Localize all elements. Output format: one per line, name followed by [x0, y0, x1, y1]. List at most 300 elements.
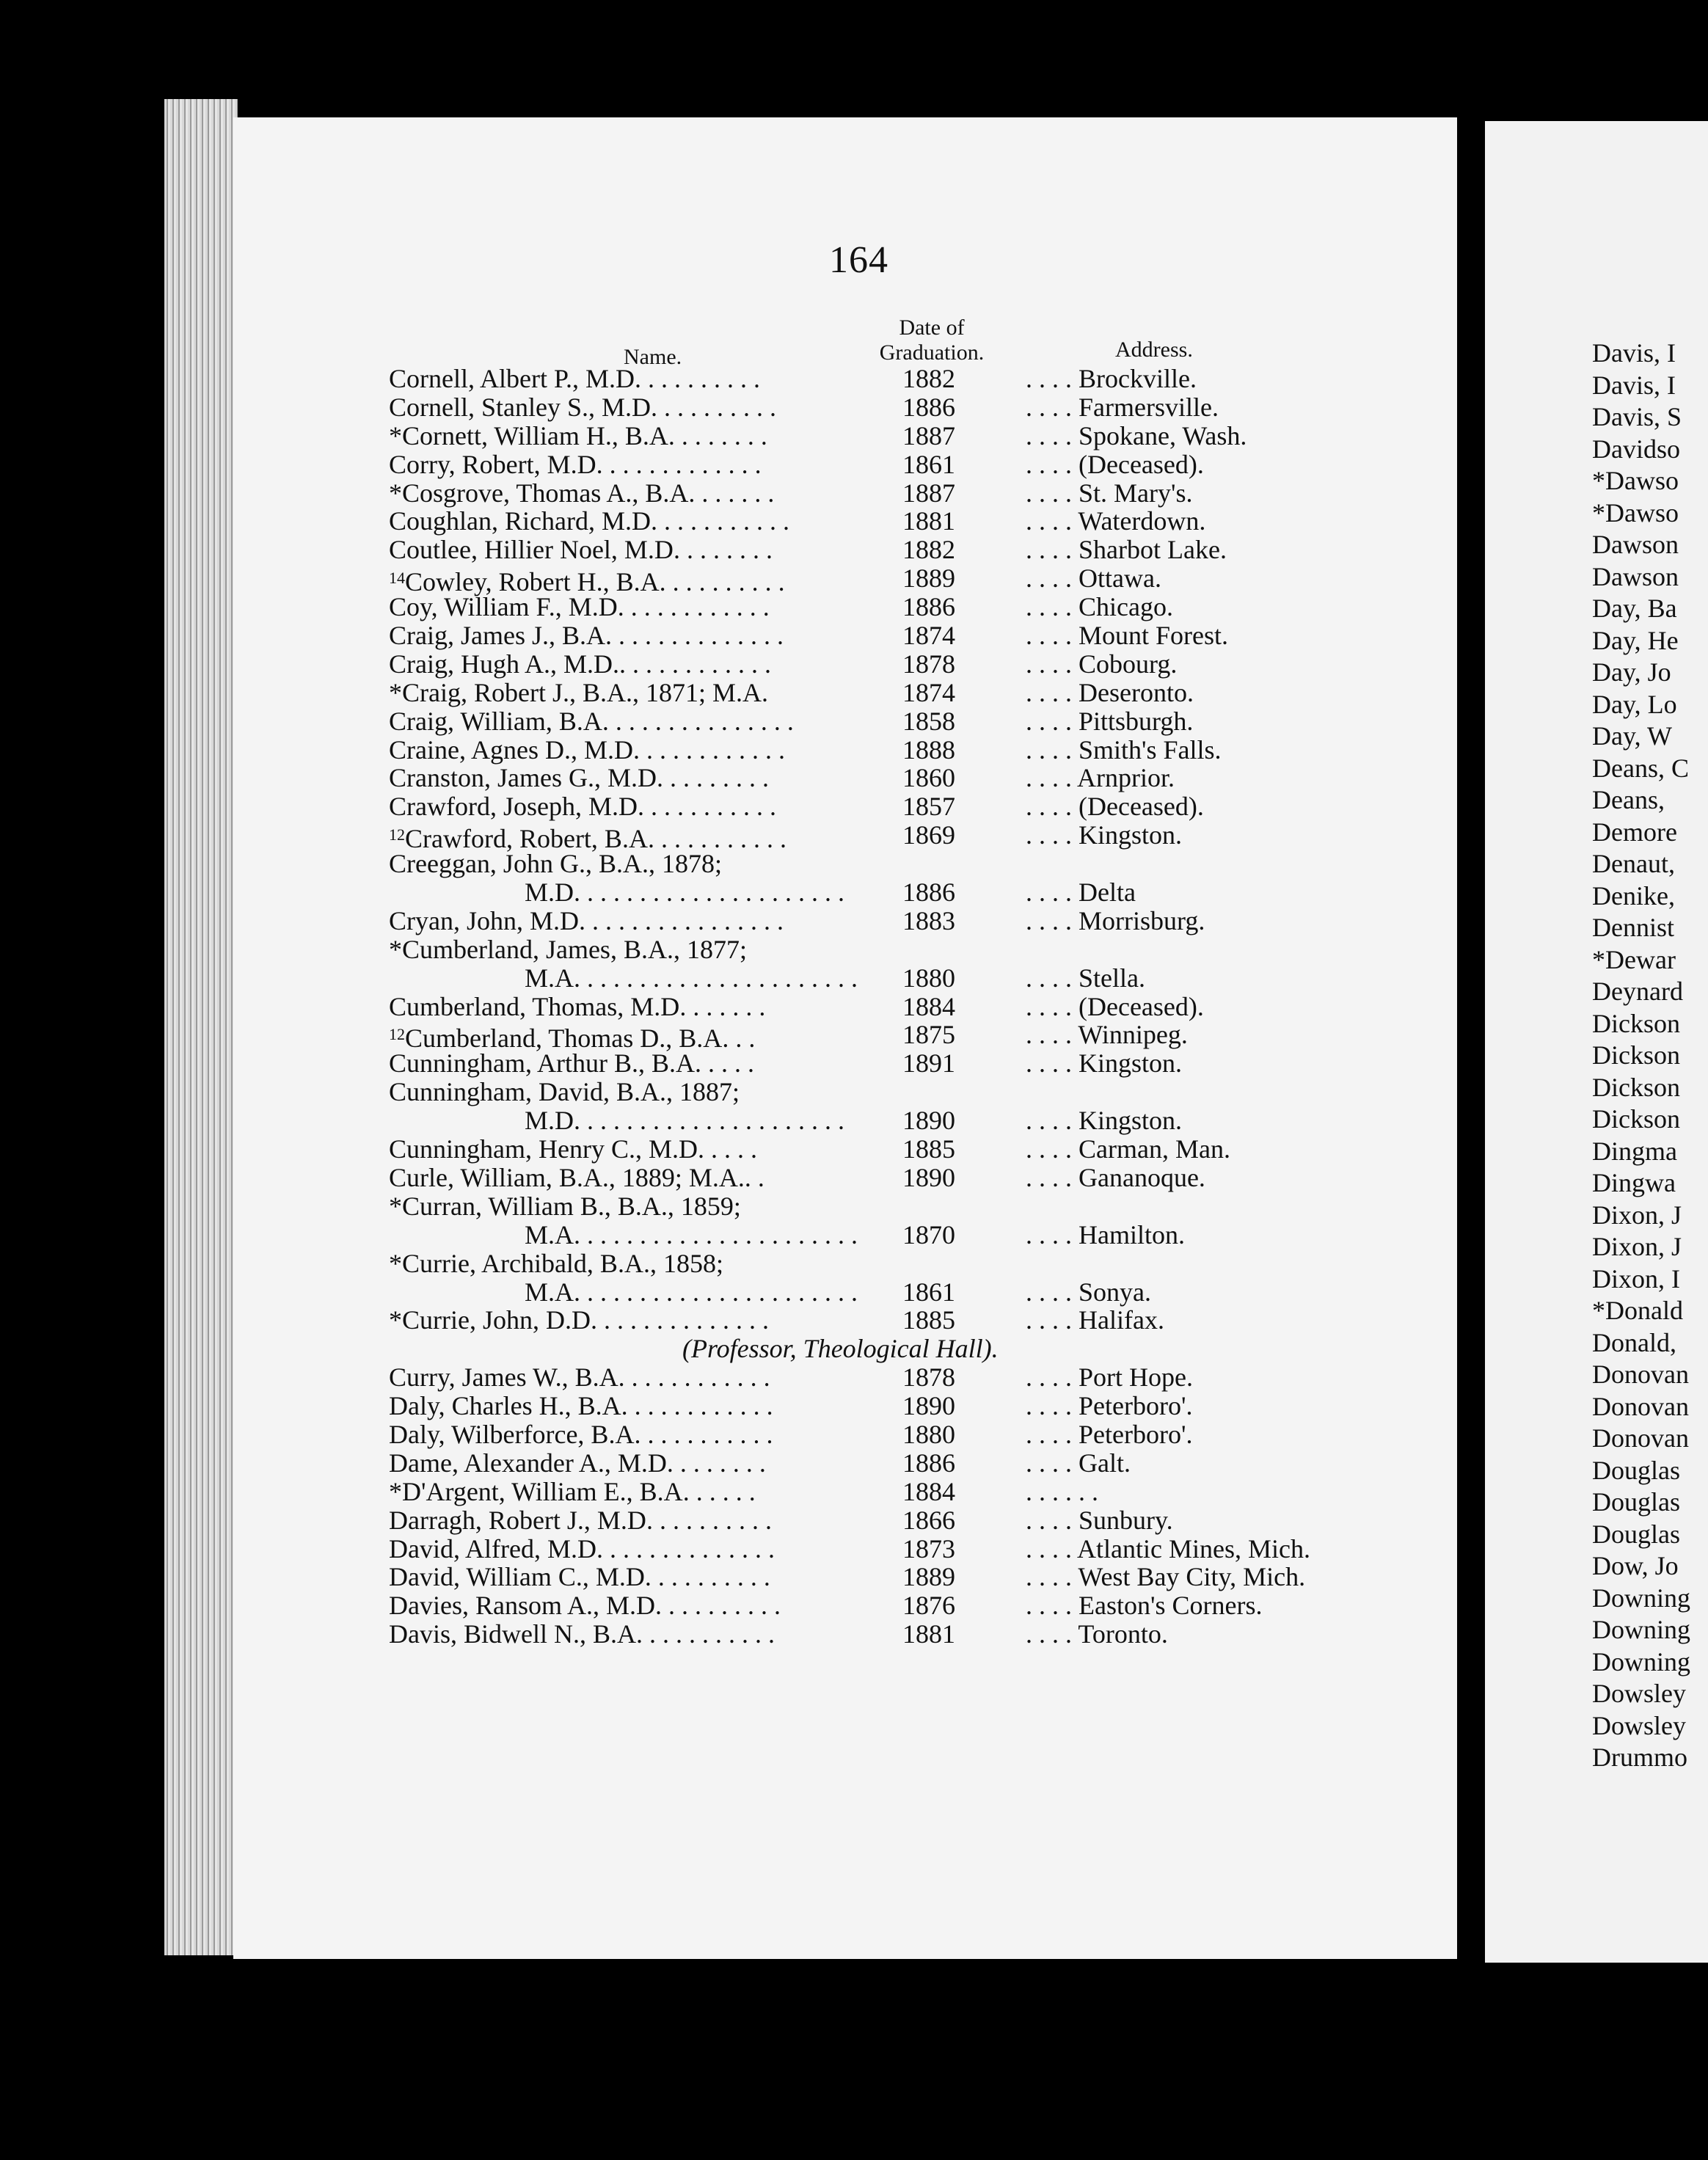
entry-leader-dots: . . . . . — [697, 1134, 757, 1164]
entry-name — [389, 1278, 858, 1307]
entry-name — [389, 621, 784, 650]
entry-year: 1890 — [902, 1391, 955, 1421]
graduate-entry — [389, 964, 1460, 993]
entry-name-text: *Currie, Archibald, B.A., 1858; — [389, 1248, 723, 1278]
entry-year: 1880 — [902, 1419, 955, 1449]
column-header-address: Address. — [1115, 338, 1193, 362]
right-page-entry: *Dawso — [1592, 466, 1679, 495]
entry-address: . . . . Peterboro'. — [1026, 1391, 1193, 1421]
graduate-entry — [389, 1335, 1460, 1363]
right-page-entry: Dow, Jo — [1592, 1551, 1679, 1580]
right-page-entry: Dowsley — [1592, 1710, 1686, 1740]
entry-name — [389, 1049, 754, 1078]
column-header-date-line2: Graduation. — [879, 340, 985, 365]
entry-address: . . . . Waterdown. — [1026, 506, 1206, 536]
entry-leader-dots: . . . . . . . . . . . . . . — [605, 621, 784, 651]
column-header-date — [851, 315, 1012, 365]
entry-year: 1889 — [902, 563, 955, 594]
entry-address: . . . . . . — [1026, 1476, 1098, 1506]
graduate-entry — [389, 993, 1460, 1021]
graduate-entry — [389, 1563, 1460, 1591]
entry-leader-dots: . . . . . . . . — [673, 535, 773, 565]
right-page-entry: Drummo — [1592, 1743, 1687, 1772]
column-header-date-line1: Date of — [899, 315, 965, 340]
right-page-entry: Donald, — [1592, 1327, 1676, 1357]
entry-name-text: M.A — [525, 963, 574, 993]
entry-leader-dots: . . . . . . . . . . . . — [617, 592, 770, 622]
graduate-entry — [389, 393, 1460, 422]
entry-leader-dots: . . . . . . . . . . — [635, 364, 761, 393]
entry-address: . . . . Easton's Corners. — [1026, 1591, 1263, 1621]
graduate-entry — [389, 1221, 1460, 1249]
entry-address: . . . . Farmersville. — [1026, 392, 1219, 422]
entry-name-text: *D'Argent, William E., B.A — [389, 1476, 683, 1506]
right-page-entry: Deans, — [1592, 785, 1665, 814]
entry-name — [389, 736, 785, 765]
entry-address: . . . . Pittsburgh. — [1026, 706, 1194, 736]
entry-year: 1885 — [902, 1134, 955, 1164]
entry-leader-dots: . . . . . . . . . . — [644, 1562, 770, 1592]
right-page-entry: Dowsley — [1592, 1679, 1686, 1708]
entry-name-text: Cumberland, Thomas, M.D — [389, 991, 680, 1021]
right-page-entry: Davis, I — [1592, 370, 1676, 400]
right-page-entry: Denike, — [1592, 880, 1675, 911]
entry-leader-dots: . . . . . . . . . . — [655, 1591, 781, 1621]
entry-name-text: *Craig, Robert J., B.A., 1871; M.A. — [389, 677, 768, 707]
entry-name-text: Creeggan, John G., B.A., 1878; — [389, 849, 722, 879]
entry-leader-dots: . . . . . . — [682, 1476, 756, 1506]
right-page-entry: Deynard — [1592, 977, 1683, 1006]
entry-name — [389, 479, 774, 508]
entry-name-text: Cowley, Robert H., B.A — [405, 567, 660, 597]
entry-leader-dots: . . . . . . . . . . — [651, 392, 776, 422]
entry-leader-dots: . . . . . . . . . . . — [647, 824, 787, 854]
entry-year: 1891 — [902, 1048, 955, 1079]
right-page-entry: Day, Jo — [1592, 657, 1671, 687]
graduate-entry — [389, 935, 1460, 964]
right-page-entry: Dixon, I — [1592, 1263, 1680, 1294]
entry-name — [389, 1078, 740, 1106]
entry-address: . . . . Toronto. — [1026, 1619, 1168, 1649]
right-page-entry: Downing — [1592, 1615, 1690, 1644]
entry-address: . . . . Stella. — [1026, 963, 1145, 993]
graduate-entry — [389, 593, 1460, 621]
entry-address: . . . . Morrisburg. — [1026, 905, 1205, 935]
entry-name-text: David, William C., M.D — [389, 1562, 645, 1592]
right-page-entry: Dickson — [1592, 1104, 1680, 1134]
entry-name-text: Daly, Charles H., B.A — [389, 1391, 621, 1421]
entry-name — [389, 935, 747, 964]
entry-name-text: Davis, Bidwell N., B.A — [389, 1619, 636, 1649]
graduate-entry — [389, 1135, 1460, 1164]
graduate-entry — [389, 1192, 1460, 1221]
graduate-entry — [389, 1420, 1460, 1449]
graduate-entry — [389, 450, 1460, 479]
entry-leader-dots: . . . . . . . . . . . . — [632, 734, 785, 765]
right-page-entry: Dingma — [1592, 1136, 1677, 1166]
entry-address: . . . . Hamilton. — [1026, 1219, 1185, 1249]
graduate-entry — [389, 1591, 1460, 1620]
entry-leader-dots: . . . . . . . . . — [656, 763, 769, 793]
graduate-entry — [389, 707, 1460, 736]
entry-leader-dots: . . . . . . . . . . . — [634, 1419, 773, 1449]
entry-name — [389, 1392, 773, 1420]
entry-address: . . . . Port Hope. — [1026, 1362, 1193, 1393]
entry-leader-dots: . . . . . . . . . . . . . . . — [602, 706, 794, 736]
entry-leader-dots: . . . . . . . . . . . . . . — [596, 1533, 775, 1564]
entry-year: 1890 — [902, 1106, 955, 1136]
graduate-entry — [389, 1078, 1460, 1106]
graduate-entry — [389, 679, 1460, 707]
entry-name-text: M.D — [525, 1106, 574, 1136]
entry-name — [389, 650, 771, 679]
entry-name — [389, 1221, 858, 1249]
entry-year: 1889 — [902, 1562, 955, 1592]
entry-name — [389, 1449, 766, 1478]
entry-name — [389, 792, 776, 821]
right-page-entry: Douglas — [1592, 1519, 1680, 1549]
entry-address: . . . . Galt. — [1026, 1448, 1131, 1478]
entry-name-text: Dame, Alexander A., M.D — [389, 1448, 667, 1478]
entry-name-text: Corry, Robert, M.D — [389, 449, 596, 479]
entry-name — [389, 507, 789, 536]
entry-leader-dots: . . . . . . . . . . — [646, 1505, 772, 1535]
right-page-entry: Davidso — [1592, 434, 1680, 464]
entry-name-text: Cunningham, Arthur B., B.A — [389, 1048, 696, 1079]
entry-name-text: Curry, James W., B.A — [389, 1362, 618, 1393]
right-page — [1485, 121, 1708, 1963]
entry-footnote-marker: 14 — [389, 569, 405, 588]
entry-name-text: Craig, James J., B.A — [389, 621, 605, 651]
right-page-entry: Dickson — [1592, 1040, 1680, 1070]
entry-name — [389, 1420, 773, 1449]
entry-year: 1880 — [902, 963, 955, 993]
entry-leader-dots: . . . . . . . . . . . — [650, 506, 789, 536]
entry-address: . . . . Sonya. — [1026, 1277, 1151, 1307]
entry-year: 1881 — [902, 1619, 955, 1649]
entry-name — [389, 1620, 775, 1649]
entry-name-text: Coy, William F., M.D — [389, 592, 618, 622]
entry-name — [389, 1249, 723, 1278]
graduate-entry — [389, 792, 1460, 821]
entry-name-text: M.A — [525, 1219, 574, 1249]
graduate-list — [389, 365, 1460, 1649]
entry-address: . . . . Delta — [1026, 878, 1136, 908]
entry-name-text: Coughlan, Richard, M.D — [389, 506, 651, 536]
book-page-edges — [164, 99, 238, 1955]
entry-year: 1886 — [902, 392, 955, 422]
entry-name-text: *Cosgrove, Thomas A., B.A — [389, 478, 689, 508]
entry-address: . . . . Arnprior. — [1026, 763, 1175, 793]
entry-leader-dots: . . . . . . . — [679, 991, 766, 1021]
entry-name — [389, 1506, 772, 1535]
entry-name-text: Daly, Wilberforce, B.A — [389, 1419, 635, 1449]
entry-address: . . . . West Bay City, Mich. — [1026, 1562, 1306, 1592]
graduate-entry — [389, 850, 1460, 878]
entry-name-text: Cunningham, Henry C., M.D — [389, 1134, 698, 1164]
entry-year: 1884 — [902, 991, 955, 1021]
entry-year: 1887 — [902, 478, 955, 508]
entry-leader-dots: . . — [744, 1162, 764, 1192]
entry-name — [389, 1306, 769, 1335]
entry-address: . . . . Gananoque. — [1026, 1162, 1205, 1192]
entry-name-text: Crawford, Joseph, M.D — [389, 792, 638, 822]
entry-year: 1888 — [902, 734, 955, 765]
entry-leader-dots: . . . . . . . . . . . — [636, 1619, 775, 1649]
graduate-entry — [389, 1478, 1460, 1506]
entry-year: 1885 — [902, 1305, 955, 1335]
entry-name-text: *Cumberland, James, B.A., 1877; — [389, 934, 747, 964]
entry-year: 1870 — [902, 1219, 955, 1249]
entry-year: 1886 — [902, 592, 955, 622]
entry-address: . . . . (Deceased). — [1026, 792, 1204, 822]
graduate-entry — [389, 621, 1460, 650]
entry-name — [389, 422, 767, 450]
entry-leader-dots: . . . — [722, 1024, 756, 1054]
right-page-list — [1592, 338, 1690, 1774]
graduate-entry — [389, 365, 1460, 393]
entry-year: 1858 — [902, 706, 955, 736]
entry-year: 1886 — [902, 1448, 955, 1478]
entry-address: . . . . St. Mary's. — [1026, 478, 1193, 508]
entry-year: 1874 — [902, 677, 955, 707]
entry-name — [389, 1563, 770, 1591]
entry-name-text: Crawford, Robert, B.A — [405, 824, 648, 854]
right-page-entry: Day, W — [1592, 721, 1672, 751]
right-page-entry: *Donald — [1592, 1296, 1683, 1325]
entry-name-text: Curle, William, B.A., 1889; M.A. — [389, 1162, 745, 1192]
right-page-entry: Day, Ba — [1592, 594, 1677, 623]
graduate-entry — [389, 422, 1460, 450]
entry-address: . . . . Kingston. — [1026, 1048, 1183, 1079]
entry-address: . . . . Atlantic Mines, Mich. — [1026, 1533, 1310, 1564]
entry-leader-dots: . . . . . . . . . . . . . . . . . . . . . — [574, 1106, 845, 1136]
entry-leader-dots: . . . . . . . . . . . . . . . . . . . . . — [574, 878, 845, 908]
entry-year: 1857 — [902, 792, 955, 822]
right-page-entry: Donovan — [1592, 1423, 1689, 1453]
entry-address: . . . . Kingston. — [1026, 1106, 1183, 1136]
entry-address: . . . . Deseronto. — [1026, 677, 1194, 707]
entry-year: 1875 — [902, 1020, 955, 1050]
right-page-entry: Deans, C — [1592, 753, 1689, 783]
right-page-entry: Douglas — [1592, 1487, 1680, 1517]
entry-year: 1878 — [902, 649, 955, 679]
entry-year: 1881 — [902, 506, 955, 536]
entry-year: 1861 — [902, 1277, 955, 1307]
graduate-entry — [389, 1449, 1460, 1478]
entry-year: 1874 — [902, 621, 955, 651]
page-number: 164 — [829, 239, 888, 281]
graduate-entry — [389, 536, 1460, 564]
entry-name — [389, 707, 794, 736]
entry-address: . . . . Winnipeg. — [1026, 1020, 1188, 1050]
entry-leader-dots: . . . . . . . . . . . . — [619, 649, 771, 679]
entry-name-text: Cranston, James G., M.D — [389, 763, 657, 793]
entry-name — [389, 1363, 770, 1392]
graduate-entry — [389, 736, 1460, 765]
graduate-entry — [389, 1164, 1460, 1192]
entry-name — [389, 993, 765, 1021]
right-page-entry: Donovan — [1592, 1360, 1689, 1389]
entry-leader-dots: . . . . . . . . . . . . — [621, 1391, 773, 1421]
entry-name — [389, 1591, 781, 1620]
entry-leader-dots: . . . . . . . . . . . . . . . . . . . . . . — [574, 1219, 858, 1249]
graduate-entry — [389, 507, 1460, 536]
entry-address: . . . . (Deceased). — [1026, 991, 1204, 1021]
entry-name-text: *Curran, William B., B.A., 1859; — [389, 1191, 741, 1221]
entry-name — [389, 536, 773, 564]
entry-name-text: *Currie, John, D.D — [389, 1305, 591, 1335]
right-page-entry: *Dawso — [1592, 497, 1679, 528]
entry-name-text: Davies, Ransom A., M.D — [389, 1591, 655, 1621]
graduate-entry — [389, 1306, 1460, 1335]
right-page-entry: Dickson — [1592, 1008, 1680, 1038]
entry-name — [389, 1192, 741, 1221]
entry-year: 1873 — [902, 1533, 955, 1564]
entry-name — [389, 764, 769, 792]
right-page-entry: Dawson — [1592, 530, 1679, 559]
entry-name — [389, 850, 722, 878]
entry-name-text: Craig, Hugh A., M.D. — [389, 649, 619, 679]
entry-name-text: Craine, Agnes D., M.D — [389, 734, 633, 765]
right-page-entry: Demore — [1592, 817, 1677, 847]
entry-name-text: Cornell, Stanley S., M.D — [389, 392, 651, 422]
entry-note: (Professor, Theological Hall). — [682, 1334, 999, 1364]
entry-year: 1890 — [902, 1162, 955, 1192]
entry-name-text: Cumberland, Thomas D., B.A — [405, 1024, 723, 1054]
entry-address: . . . . Kingston. — [1026, 820, 1183, 850]
graduate-entry — [389, 907, 1460, 935]
right-page-entry: Day, He — [1592, 625, 1679, 655]
entry-name-text: *Cornett, William H., B.A — [389, 420, 668, 450]
entry-name — [389, 1164, 764, 1192]
right-page-entry: Downing — [1592, 1583, 1690, 1613]
graduate-entry — [389, 878, 1460, 907]
entry-year: 1883 — [902, 905, 955, 935]
entry-leader-dots: . . . . . . . . . . . . . . . . . . . . . . — [574, 963, 858, 993]
right-page-entry: Dingwa — [1592, 1168, 1676, 1197]
graduate-entry — [389, 563, 1460, 597]
entry-year: 1861 — [902, 449, 955, 479]
entry-year: 1884 — [902, 1476, 955, 1506]
entry-name-text: M.A — [525, 1277, 574, 1307]
entry-name — [389, 1106, 844, 1135]
entry-address: . . . . Carman, Man. — [1026, 1134, 1230, 1164]
entry-address: . . . . Chicago. — [1026, 592, 1173, 622]
entry-name-text: Cornell, Albert P., M.D — [389, 364, 635, 393]
right-page-entry: Donovan — [1592, 1391, 1689, 1421]
entry-leader-dots: . . . . . . . . . . . . . — [596, 449, 762, 479]
right-page-entry: Davis, I — [1592, 338, 1676, 368]
entry-name — [389, 679, 768, 707]
entry-address: . . . . Cobourg. — [1026, 649, 1178, 679]
entry-year: 1878 — [902, 1362, 955, 1393]
entry-address: . . . . Sharbot Lake. — [1026, 535, 1227, 565]
graduate-entry — [389, 1049, 1460, 1078]
right-page-entry: Dennist — [1592, 913, 1674, 942]
right-page-entry: Day, Lo — [1592, 689, 1677, 719]
graduate-entry — [389, 1249, 1460, 1278]
entry-leader-dots: . . . . . — [695, 1048, 755, 1079]
entry-name — [389, 964, 858, 993]
entry-name-text: Coutlee, Hillier Noel, M.D — [389, 535, 674, 565]
entry-address: . . . . Smith's Falls. — [1026, 734, 1222, 765]
entry-year: 1887 — [902, 420, 955, 450]
entry-name — [389, 907, 784, 935]
entry-leader-dots: . . . . . . . . . . . . . . — [590, 1305, 769, 1335]
entry-address: . . . . Mount Forest. — [1026, 621, 1229, 651]
entry-name-text: David, Alfred, M.D — [389, 1533, 596, 1564]
entry-leader-dots: . . . . . . . . . . . . . . . . . . . . . . — [574, 1277, 858, 1307]
right-page-entry: Douglas — [1592, 1455, 1680, 1485]
right-page-entry: *Dewar — [1592, 944, 1676, 974]
graduate-entry — [389, 1392, 1460, 1420]
graduate-entry — [389, 1363, 1460, 1392]
entry-name — [389, 450, 762, 479]
entry-leader-dots: . . . . . . . . . . . . — [618, 1362, 770, 1393]
entry-leader-dots: . . . . . . . . . . — [659, 567, 785, 597]
entry-name — [389, 365, 760, 393]
entry-name-text: Cunningham, David, B.A., 1887; — [389, 1077, 740, 1107]
entry-year: 1882 — [902, 364, 955, 393]
entry-leader-dots: . . . . . . . . . . . . . . . . — [579, 905, 784, 935]
entry-leader-dots: . . . . . . . . . . . — [637, 792, 776, 822]
entry-year: 1869 — [902, 820, 955, 850]
graduate-entry — [389, 1106, 1460, 1135]
graduate-entry — [389, 650, 1460, 679]
graduate-entry — [389, 1620, 1460, 1649]
entry-leader-dots: . . . . . . . . — [668, 420, 767, 450]
right-page-entry: Davis, S — [1592, 402, 1682, 431]
entry-address: . . . . Spokane, Wash. — [1026, 420, 1247, 450]
entry-name — [389, 1478, 756, 1506]
entry-address: . . . . Brockville. — [1026, 364, 1197, 393]
entry-year: 1882 — [902, 535, 955, 565]
entry-address: . . . . Sunbury. — [1026, 1505, 1173, 1535]
entry-name — [389, 1135, 757, 1164]
graduate-entry — [389, 1278, 1460, 1307]
right-page-entry: Dickson — [1592, 1072, 1680, 1102]
entry-address: . . . . Halifax. — [1026, 1305, 1164, 1335]
entry-name — [389, 1535, 775, 1564]
entry-leader-dots: . . . . . . . . — [666, 1448, 766, 1478]
right-page-entry: Dixon, J — [1592, 1200, 1682, 1230]
entry-name-text: Darragh, Robert J., M.D — [389, 1505, 646, 1535]
graduate-entry — [389, 479, 1460, 508]
right-page-entry: Denaut, — [1592, 849, 1675, 878]
entry-name — [389, 393, 776, 422]
entry-leader-dots: . . . . . . . — [688, 478, 775, 508]
entry-footnote-marker: 12 — [389, 1025, 405, 1044]
right-page-entry: Dawson — [1592, 561, 1679, 591]
entry-year: 1860 — [902, 763, 955, 793]
entry-address: . . . . Ottawa. — [1026, 563, 1161, 594]
entry-name-text: M.D — [525, 878, 574, 908]
entry-year: 1876 — [902, 1591, 955, 1621]
graduate-entry — [389, 764, 1460, 792]
graduate-entry — [389, 820, 1460, 854]
entry-name-text: Craig, William, B.A — [389, 706, 602, 736]
entry-name — [389, 878, 844, 907]
graduate-entry — [389, 1506, 1460, 1535]
entry-address: . . . . (Deceased). — [1026, 449, 1204, 479]
graduate-entry — [389, 1535, 1460, 1564]
right-page-entry: Dixon, J — [1592, 1232, 1682, 1261]
entry-name — [389, 593, 770, 621]
entry-name-text: Cryan, John, M.D — [389, 905, 579, 935]
column-header-name: Name. — [624, 345, 682, 369]
entry-address: . . . . Peterboro'. — [1026, 1419, 1193, 1449]
